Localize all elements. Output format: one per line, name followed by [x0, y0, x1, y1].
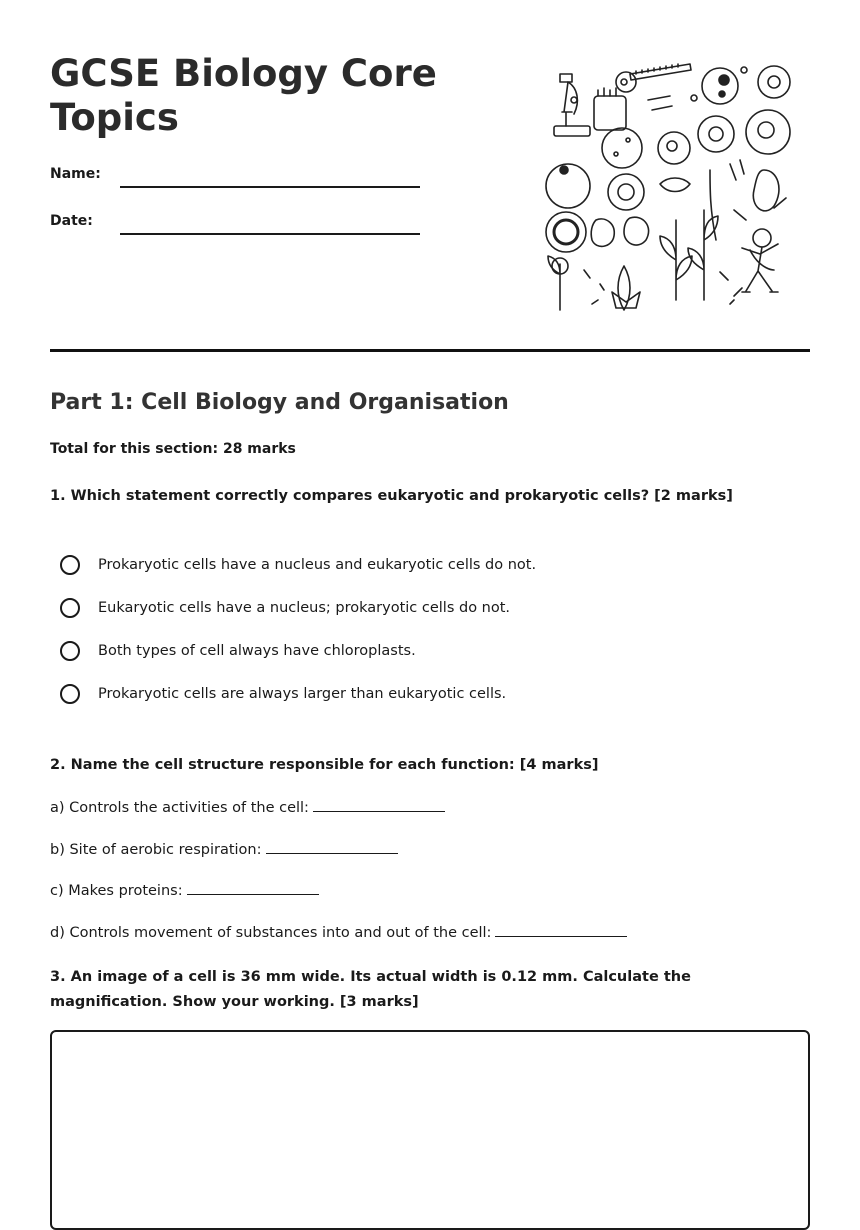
q1-option-2[interactable] [60, 595, 510, 621]
q1-option-4-text: Prokaryotic cells are always larger than eukaryotic cells. [98, 686, 507, 702]
header-divider [50, 349, 810, 352]
q2-part-b [50, 839, 398, 858]
question-3-text: 3. An image of a cell is 36 mm wide. Its actual width is 0.12 mm. Calculate the magnification. Show your working. [3 marks] [50, 969, 691, 1010]
section-title: Part 1: Cell Biology and Organisation [50, 390, 509, 415]
radio-button[interactable] [60, 684, 80, 704]
biology-doodles-icon [544, 60, 800, 318]
q1-option-3[interactable] [60, 638, 416, 664]
q2-part-c-blank[interactable] [187, 880, 319, 895]
q1-option-4[interactable] [60, 681, 506, 707]
radio-button[interactable] [60, 555, 80, 575]
question-1-text: 1. Which statement correctly compares eukaryotic and prokaryotic cells? [2 marks] [50, 488, 733, 504]
date-line[interactable] [120, 233, 420, 235]
q2-part-c-text: c) Makes proteins: [50, 883, 183, 899]
q1-option-1-text: Prokaryotic cells have a nucleus and eukaryotic cells do not. [98, 557, 537, 573]
q1-option-1[interactable] [60, 552, 536, 578]
question-2-text: 2. Name the cell structure responsible for each function: [4 marks] [50, 757, 599, 773]
q2-part-a-blank[interactable] [313, 797, 445, 812]
q2-part-b-blank[interactable] [266, 839, 398, 854]
worksheet-page [50, 0, 810, 1161]
q2-part-b-text: b) Site of aerobic respiration: [50, 842, 262, 858]
worksheet-title: GCSE Biology Core Topics [50, 52, 437, 139]
date-label: Date: [50, 213, 93, 229]
q2-part-d-blank[interactable] [495, 922, 627, 937]
q3-answer-box[interactable] [50, 1030, 810, 1230]
q2-part-c [50, 880, 319, 899]
q1-option-2-text: Eukaryotic cells have a nucleus; prokaryotic cells do not. [98, 600, 511, 616]
q1-option-3-text: Both types of cell always have chloroplasts. [98, 643, 416, 659]
radio-button[interactable] [60, 641, 80, 661]
name-label: Name: [50, 166, 101, 182]
q2-part-d [50, 922, 627, 941]
q2-part-a [50, 797, 445, 816]
radio-button[interactable] [60, 598, 80, 618]
q2-part-a-text: a) Controls the activities of the cell: [50, 800, 309, 816]
section-total-marks: Total for this section: 28 marks [50, 441, 296, 457]
name-line[interactable] [120, 186, 420, 188]
q2-part-d-text: d) Controls movement of substances into and out of the cell: [50, 925, 492, 941]
